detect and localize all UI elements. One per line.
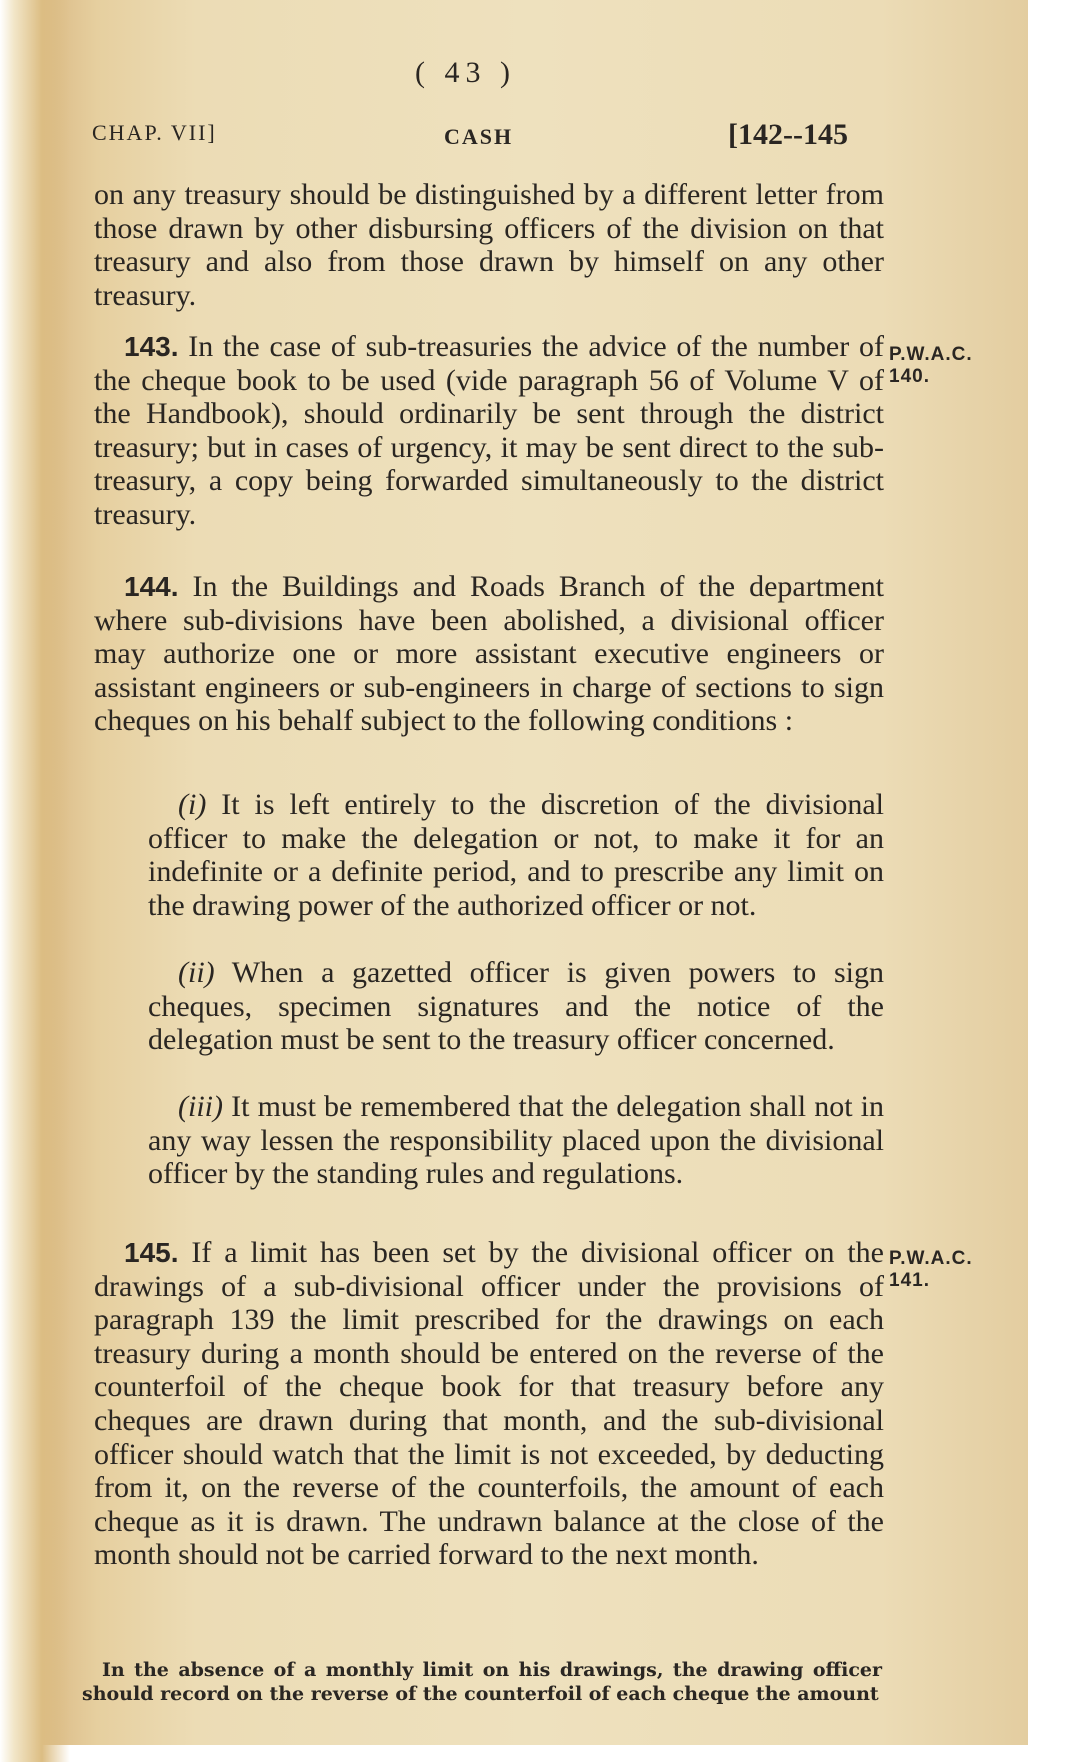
paragraph-text: If a limit has been set by the divisional officer on the drawings of a sub-divisional officer under the provisions of paragraph 139 the limit prescribed for the drawings on each treasury during a month should be entered on the reverse of the counterfoil of the cheque book for that treasury before any cheques are drawn during that month, and the sub-divisional officer should watch that the limit is not exceeded, by deducting from it, on the reverse of the counterfoils, the amount of each cheque as it is drawn. The undrawn balance at the close of the month should not be carried forward to the next month. xyxy=(94,1236,885,1572)
sub-item-text: It must be remembered that the delegation shall not in any way lessen the responsibility placed upon the divisional officer by the standing rules and regulations. xyxy=(148,1090,884,1191)
sub-item-label: (i) xyxy=(178,788,207,821)
paragraph-number: 143. xyxy=(124,331,179,362)
sub-item-text: It is left entirely to the discretion of the divisional officer to make the delegation or not, to make it for an indefinite or a definite period, and to prescribe any limit on the drawing power of the authorized officer or not. xyxy=(148,788,884,922)
margin-reference-143: P.W.A.C. 140. xyxy=(889,344,973,387)
section-title: CASH xyxy=(444,124,514,149)
sub-item-i xyxy=(148,788,884,922)
sub-item-iii xyxy=(148,1090,884,1191)
sub-item-label: (iii) xyxy=(178,1090,223,1123)
continued-paragraph: on any treasury should be distinguished by a different letter from those drawn by other disbursing officers of the division on that treasury and also from those drawn by himself on any other treasury. xyxy=(94,178,884,312)
paragraph-number: 144. xyxy=(124,571,179,602)
paragraph-number: 145. xyxy=(124,1237,179,1268)
footnote: In the absence of a monthly limit on his drawings, the drawing officer should record on the reverse of the counterfoil of each cheque the amount xyxy=(82,1659,882,1705)
paper-binding-edge xyxy=(0,0,70,1762)
paragraph-144 xyxy=(94,570,884,738)
sub-item-label: (ii) xyxy=(178,956,215,989)
sub-item-text: When a gazetted officer is given powers to sign cheques, specimen signatures and the notice of the delegation must be sent to the treasury officer concerned. xyxy=(148,956,884,1057)
paragraph-text: In the Buildings and Roads Branch of the department where sub-divisions have been abolished, a divisional officer may authorize one or more assistant executive engineers or assistant engineers or sub-engineers in charge of sections to sign cheques on his behalf subject to the following conditions : xyxy=(94,570,885,738)
sub-item-ii xyxy=(148,956,884,1057)
chapter-heading: CHAP. VII] xyxy=(92,120,217,145)
paragraph-145 xyxy=(94,1236,884,1572)
margin-reference-145: P.W.A.C. 141. xyxy=(889,1248,973,1291)
page-number: ( 43 ) xyxy=(415,56,516,89)
paragraph-text: In the case of sub-treasuries the advice of the number of the cheque book to be used (vide paragraph 56 of Volume V of the Handbook), should ordinarily be sent through the district treasury; but in cases of urgency, it may be sent direct to the sub-treasury, a copy being forwarded simultaneously to the district treasury. xyxy=(94,330,884,531)
paragraph-range: [142--145 xyxy=(728,118,848,151)
paragraph-143 xyxy=(94,330,884,532)
